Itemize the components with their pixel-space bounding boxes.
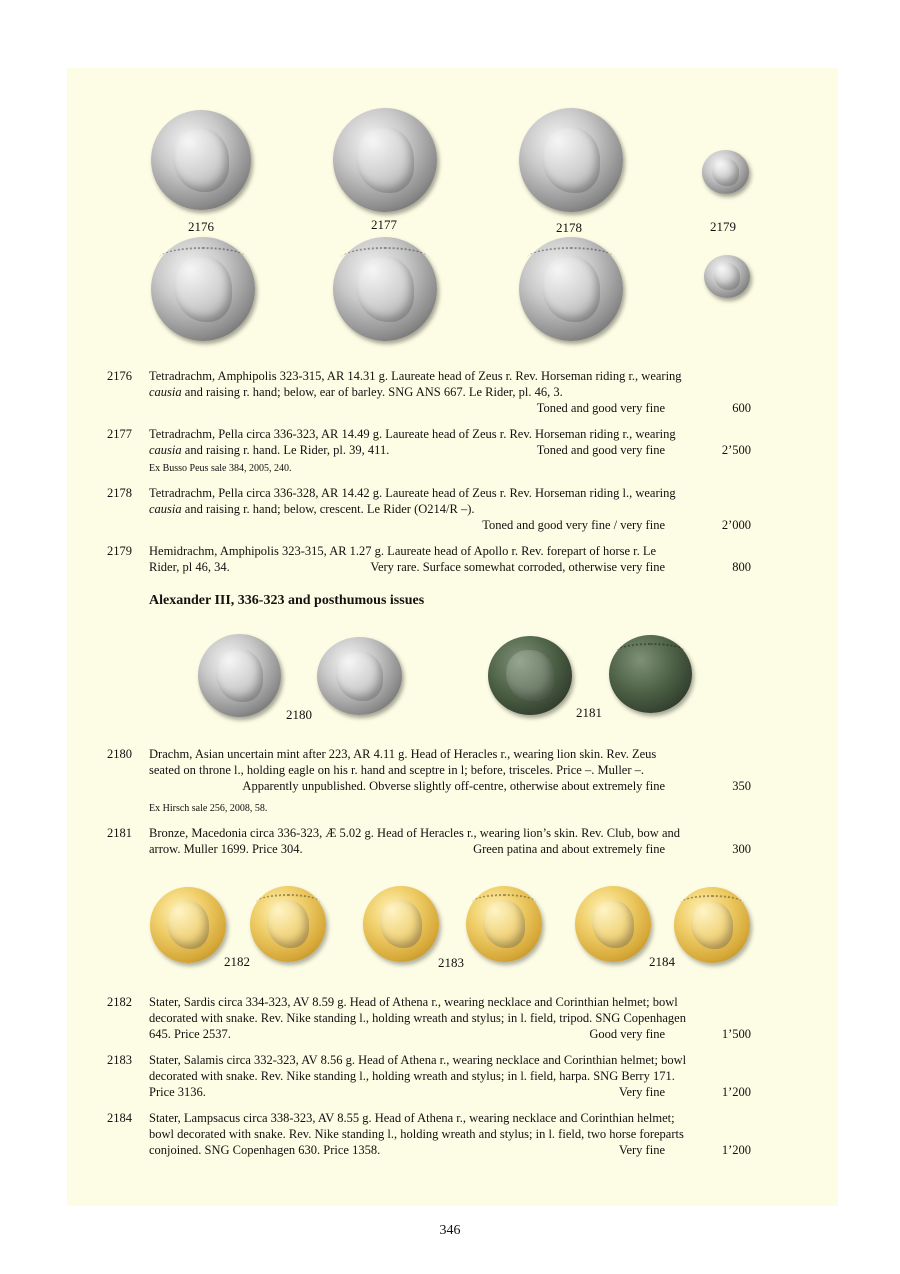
lot-estimate: 350	[732, 779, 751, 793]
coin-2179-reverse-image	[704, 255, 750, 298]
lot-description-line: Tetradrachm, Pella circa 336-328, AR 14.42 g. Laureate head of Zeus r. Rev. Horseman riding l., wearing	[149, 486, 676, 500]
lot-entry-2183	[107, 1052, 751, 1100]
coin-2178-reverse-image	[519, 237, 623, 341]
lot-entry-2184	[107, 1110, 751, 1158]
lot-estimate: 2’500	[721, 443, 751, 457]
lot-grade: Very fine	[618, 1143, 665, 1157]
lot-description-line: conjoined. SNG Copenhagen 630. Price 1358.	[149, 1143, 381, 1157]
lot-entry-2180	[107, 746, 751, 794]
lot-grade: Very fine	[618, 1085, 665, 1099]
lot-description-line: 645. Price 2537.	[149, 1027, 231, 1041]
italic-term: causia	[149, 502, 182, 516]
lot-number: 2178	[107, 486, 132, 500]
coin-2183-obverse-image	[363, 886, 439, 962]
lot-entry-2177	[107, 426, 751, 458]
lot-number: 2177	[107, 427, 132, 441]
lot-description-line: Price 3136.	[149, 1085, 206, 1099]
coin-label-2180: 2180	[286, 707, 312, 722]
coin-2184-obverse-image	[575, 886, 651, 962]
lot-estimate: 800	[732, 560, 751, 574]
lot-description-line: seated on throne l., holding eagle on his r. hand and sceptre in l; before, trisceles. Price –. Muller –.	[149, 763, 645, 777]
italic-term: causia	[149, 443, 182, 457]
lot-description-text: and raising r. hand; below, crescent. Le Rider (O214/R –).	[181, 502, 475, 516]
coin-label-2176: 2176	[188, 219, 214, 234]
coin-label-2181: 2181	[576, 705, 602, 720]
section-heading: Alexander III, 336-323 and posthumous issues	[149, 593, 425, 608]
lot-grade: Apparently unpublished. Obverse slightly off-centre, otherwise about extremely fine	[242, 779, 665, 793]
coin-2181-reverse-image	[609, 635, 692, 713]
coin-label-2178: 2178	[556, 220, 582, 235]
lot-description-line: arrow. Muller 1699. Price 304.	[149, 842, 303, 856]
lot-entry-2179	[107, 543, 751, 575]
lot-description-line: Tetradrachm, Amphipolis 323-315, AR 14.31 g. Laureate head of Zeus r. Rev. Horseman riding r., wearing	[149, 369, 682, 383]
lot-grade: Toned and good very fine	[536, 443, 665, 457]
lot-number: 2179	[107, 544, 132, 558]
lot-description-line: bowl decorated with snake. Rev. Nike standing l., holding wreath and stylus; in l. field, two horse foreparts	[149, 1127, 684, 1141]
lot-provenance-2177: Ex Busso Peus sale 384, 2005, 240.	[149, 463, 292, 474]
lot-description-line: Hemidrachm, Amphipolis 323-315, AR 1.27 g. Laureate head of Apollo r. Rev. forepart of horse r. Le	[149, 544, 657, 558]
lot-entry-2178	[107, 485, 751, 533]
lot-estimate: 1’200	[721, 1143, 751, 1157]
lot-grade: Good very fine	[589, 1027, 665, 1041]
lot-number: 2183	[107, 1053, 132, 1067]
italic-term: causia	[149, 385, 182, 399]
coin-2176-reverse-image	[151, 237, 255, 341]
lot-description-line: Stater, Sardis circa 334-323, AV 8.59 g. Head of Athena r., wearing necklace and Corinthian helmet; bowl	[149, 995, 678, 1009]
coin-label-2179: 2179	[710, 219, 736, 234]
lot-description-line: decorated with snake. Rev. Nike standing l., holding wreath and stylus; in l. field, tripod. SNG Copenhagen	[149, 1011, 686, 1025]
coin-2184-reverse-image	[674, 887, 750, 963]
lot-estimate: 600	[732, 401, 751, 415]
coin-2177-obverse-image	[333, 108, 437, 212]
coin-label-2184: 2184	[649, 954, 675, 969]
coin-2180-obverse-image	[198, 634, 281, 717]
lot-grade: Very rare. Surface somewhat corroded, otherwise very fine	[370, 560, 665, 574]
coin-2182-reverse-image	[250, 886, 326, 962]
lot-description-line: Bronze, Macedonia circa 336-323, Æ 5.02 g. Head of Heracles r., wearing lion’s skin. Rev. Club, bow and	[149, 826, 680, 840]
lot-estimate: 1’500	[721, 1027, 751, 1041]
lot-description-line	[149, 501, 751, 517]
lot-number: 2182	[107, 995, 132, 1009]
lot-description-line: Tetradrachm, Pella circa 336-323, AR 14.49 g. Laureate head of Zeus r. Rev. Horseman riding r., wearing	[149, 427, 676, 441]
lot-entry-2181	[107, 825, 751, 857]
lot-description-text: and raising r. hand. Le Rider, pl. 39, 411.	[181, 443, 390, 457]
lot-entry-2176	[107, 368, 751, 416]
lot-description-line: Stater, Salamis circa 332-323, AV 8.56 g. Head of Athena r., wearing necklace and Corinthian helmet; bowl	[149, 1053, 687, 1067]
lot-grade: Green patina and about extremely fine	[473, 842, 665, 856]
page-number: 346	[439, 1223, 461, 1238]
lot-estimate: 300	[732, 842, 751, 856]
lot-number: 2184	[107, 1111, 132, 1125]
lot-description-line	[149, 384, 751, 400]
coin-2176-obverse-image	[151, 110, 251, 210]
coin-2179-obverse-image	[702, 150, 749, 194]
lot-number: 2176	[107, 369, 132, 383]
coin-2182-obverse-image	[150, 887, 226, 963]
lot-estimate: 2’000	[721, 518, 751, 532]
lot-estimate: 1’200	[721, 1085, 751, 1099]
coin-label-2183: 2183	[438, 955, 464, 970]
lot-description-line: Stater, Lampsacus circa 338-323, AV 8.55 g. Head of Athena r., wearing necklace and Corinthian helmet;	[149, 1111, 675, 1125]
lot-description-text: and raising r. hand; below, ear of barley. SNG ANS 667. Le Rider, pl. 46, 3.	[181, 385, 563, 399]
lot-grade: Toned and good very fine / very fine	[482, 518, 665, 532]
lot-description-line: Rider, pl 46, 34.	[149, 560, 230, 574]
lot-description-line: Drachm, Asian uncertain mint after 223, AR 4.11 g. Head of Heracles r., wearing lion skin. Rev. Zeus	[149, 747, 657, 761]
coin-2183-reverse-image	[466, 886, 542, 962]
lot-provenance-2180: Ex Hirsch sale 256, 2008, 58.	[149, 803, 268, 814]
lot-grade: Toned and good very fine	[536, 401, 665, 415]
lot-description-line: decorated with snake. Rev. Nike standing l., holding wreath and stylus; in l. field, harpa. SNG Berry 171.	[149, 1069, 675, 1083]
lot-number: 2180	[107, 747, 132, 761]
lot-number: 2181	[107, 826, 132, 840]
coin-2177-reverse-image	[333, 237, 437, 341]
lot-entry-2182	[107, 994, 751, 1042]
coin-2178-obverse-image	[519, 108, 623, 212]
coin-label-2182: 2182	[224, 954, 250, 969]
coin-2180-reverse-image	[317, 637, 402, 715]
coin-label-2177: 2177	[371, 217, 397, 232]
coin-2181-obverse-image	[488, 636, 572, 715]
